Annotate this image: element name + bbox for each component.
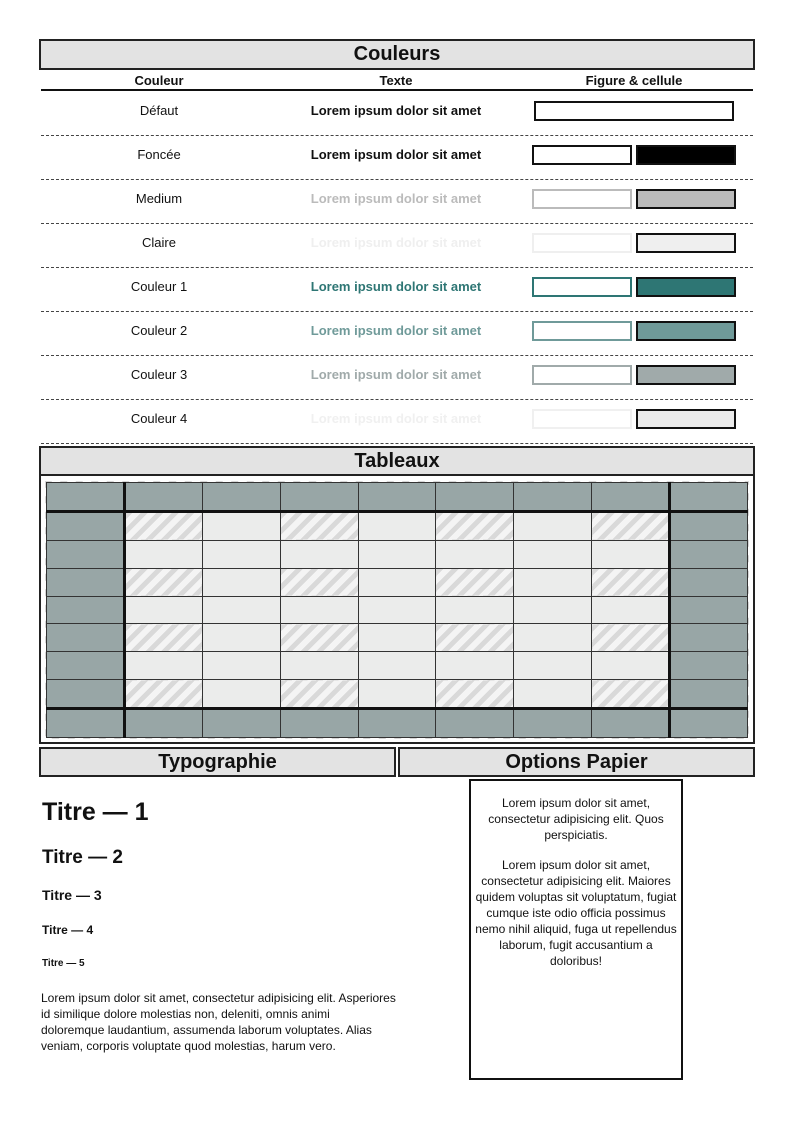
color-text-sample: Lorem ipsum dolor sit amet — [310, 279, 482, 294]
table-cell — [124, 511, 202, 540]
color-name: Couleur 1 — [130, 279, 188, 294]
table-header-cell — [47, 483, 125, 512]
color-row — [41, 399, 753, 444]
paper-paragraph: Lorem ipsum dolor sit amet, consectetur adipisicing elit. Maiores quidem voluptas sit voluptatum, fugiat cumque iste odio officia possimus nemo nihil aliquid, fuga ut repellendus laborum, fugit accusantium a doloribus! — [475, 858, 677, 968]
typography-section-title: Typographie — [39, 747, 396, 777]
table-row — [47, 596, 748, 624]
color-text-sample: Lorem ipsum dolor sit amet — [310, 103, 482, 118]
cell-swatch — [636, 321, 736, 341]
cell-swatch — [636, 233, 736, 253]
color-text-sample: Lorem ipsum dolor sit amet — [310, 367, 482, 382]
table-header-cell — [47, 709, 125, 738]
table-cell — [124, 680, 202, 709]
table-cell — [358, 540, 436, 568]
table-row — [47, 511, 748, 540]
column-header-color: Couleur — [134, 73, 184, 88]
table-cell — [202, 568, 280, 596]
table-cell — [592, 511, 670, 540]
color-text-sample: Lorem ipsum dolor sit amet — [310, 191, 482, 206]
table-cell — [280, 680, 358, 709]
table-cell — [124, 596, 202, 624]
table-cell — [358, 680, 436, 709]
color-row — [41, 91, 753, 136]
color-row — [41, 311, 753, 356]
table-header-cell — [670, 596, 748, 624]
table-header-cell — [670, 568, 748, 596]
table-cell — [514, 624, 592, 652]
paper-paragraph: Lorem ipsum dolor sit amet, consectetur adipisicing elit. Quos perspiciatis. — [488, 796, 664, 842]
color-text-sample: Lorem ipsum dolor sit amet — [310, 323, 482, 338]
table-cell — [124, 540, 202, 568]
table-header-cell — [592, 709, 670, 738]
figure-swatch — [532, 277, 632, 297]
color-name: Défaut — [139, 103, 179, 118]
color-row — [41, 355, 753, 400]
table-header-cell — [47, 596, 125, 624]
colors-section-title: Couleurs — [39, 39, 755, 70]
table-cell — [592, 540, 670, 568]
table-cell — [514, 680, 592, 709]
table-cell — [280, 511, 358, 540]
table-header-cell — [358, 483, 436, 512]
table-cell — [436, 596, 514, 624]
table-cell — [436, 568, 514, 596]
table-cell — [124, 568, 202, 596]
table-cell — [124, 652, 202, 680]
table-row — [47, 624, 748, 652]
table-row — [47, 483, 748, 512]
paper-options-section-title: Options Papier — [398, 747, 755, 777]
table-header-cell — [670, 483, 748, 512]
table-header-cell — [670, 624, 748, 652]
sample-table — [46, 482, 748, 738]
table-header-cell — [280, 483, 358, 512]
table-header-cell — [514, 709, 592, 738]
color-row — [41, 267, 753, 312]
table-header-cell — [47, 680, 125, 709]
color-name: Couleur 3 — [130, 367, 188, 382]
table-cell — [280, 540, 358, 568]
heading-1-sample: Titre — 1 — [42, 798, 149, 826]
table-row — [47, 652, 748, 680]
table-cell — [592, 568, 670, 596]
table-header-cell — [436, 483, 514, 512]
table-header-cell — [47, 511, 125, 540]
body-text-sample: Lorem ipsum dolor sit amet, consectetur adipisicing elit. Asperiores id similique dolore molestias non, deleniti, omnis animi doloremque laudantium, assumenda laborum voluptates. Alias veniam, corporis voluptate quod molestias, harum vero. — [41, 991, 396, 1053]
column-header-figure: Figure & cellule — [585, 73, 683, 88]
heading-4-sample: Titre — 4 — [42, 923, 94, 937]
table-header-cell — [670, 680, 748, 709]
figure-swatch — [532, 365, 632, 385]
figure-swatch — [532, 189, 632, 209]
table-header-cell — [436, 709, 514, 738]
tables-section-title: Tableaux — [39, 446, 755, 476]
table-cell — [514, 568, 592, 596]
table-cell — [202, 596, 280, 624]
table-cell — [358, 652, 436, 680]
table-cell — [202, 680, 280, 709]
color-name: Foncée — [137, 147, 181, 162]
table-row — [47, 540, 748, 568]
table-cell — [202, 540, 280, 568]
table-cell — [436, 511, 514, 540]
table-header-cell — [592, 483, 670, 512]
figure-swatch — [532, 409, 632, 429]
table-header-cell — [670, 540, 748, 568]
table-cell — [436, 680, 514, 709]
table-header-cell — [124, 709, 202, 738]
table-header-cell — [124, 483, 202, 512]
table-cell — [514, 596, 592, 624]
table-cell — [436, 652, 514, 680]
color-row — [41, 223, 753, 268]
color-text-sample: Lorem ipsum dolor sit amet — [310, 147, 482, 162]
table-cell — [358, 596, 436, 624]
table-cell — [202, 652, 280, 680]
cell-swatch — [636, 277, 736, 297]
table-cell — [592, 680, 670, 709]
table-cell — [358, 511, 436, 540]
table-header-cell — [670, 511, 748, 540]
color-row — [41, 135, 753, 180]
table-header-cell — [202, 709, 280, 738]
table-row — [47, 680, 748, 709]
table-cell — [202, 624, 280, 652]
table-cell — [280, 624, 358, 652]
table-cell — [280, 652, 358, 680]
cell-swatch — [636, 145, 736, 165]
table-cell — [202, 511, 280, 540]
color-text-sample: Lorem ipsum dolor sit amet — [310, 235, 482, 250]
color-name: Couleur 2 — [130, 323, 188, 338]
table-header-cell — [670, 652, 748, 680]
cell-swatch — [636, 365, 736, 385]
table-header-cell — [47, 540, 125, 568]
color-row — [41, 179, 753, 224]
table-header-cell — [280, 709, 358, 738]
color-name: Couleur 4 — [130, 411, 188, 426]
table-cell — [592, 596, 670, 624]
table-header-cell — [202, 483, 280, 512]
table-header-cell — [670, 709, 748, 738]
table-cell — [514, 511, 592, 540]
table-cell — [436, 540, 514, 568]
cell-swatch — [636, 409, 736, 429]
table-cell — [436, 624, 514, 652]
table-cell — [592, 652, 670, 680]
table-header-cell — [47, 624, 125, 652]
color-name: Claire — [142, 235, 176, 250]
table-cell — [280, 568, 358, 596]
table-cell — [280, 596, 358, 624]
table-cell — [514, 540, 592, 568]
heading-2-sample: Titre — 2 — [42, 847, 123, 868]
color-text-sample: Lorem ipsum dolor sit amet — [310, 411, 482, 426]
cell-swatch — [636, 189, 736, 209]
heading-5-sample: Titre — 5 — [42, 958, 85, 969]
table-cell — [592, 624, 670, 652]
heading-3-sample: Titre — 3 — [42, 887, 102, 903]
table-header-cell — [47, 568, 125, 596]
table-cell — [514, 652, 592, 680]
table-header-cell — [47, 652, 125, 680]
figure-swatch — [532, 321, 632, 341]
table-cell — [124, 624, 202, 652]
figure-swatch — [532, 233, 632, 253]
figure-swatch — [534, 101, 734, 121]
table-cell — [358, 624, 436, 652]
figure-swatch — [532, 145, 632, 165]
table-header-cell — [514, 483, 592, 512]
table-row — [47, 568, 748, 596]
color-name: Medium — [135, 191, 183, 206]
table-header-cell — [358, 709, 436, 738]
paper-sample-box — [469, 779, 683, 1080]
table-row — [47, 709, 748, 738]
column-header-text: Texte — [379, 73, 413, 88]
table-cell — [358, 568, 436, 596]
